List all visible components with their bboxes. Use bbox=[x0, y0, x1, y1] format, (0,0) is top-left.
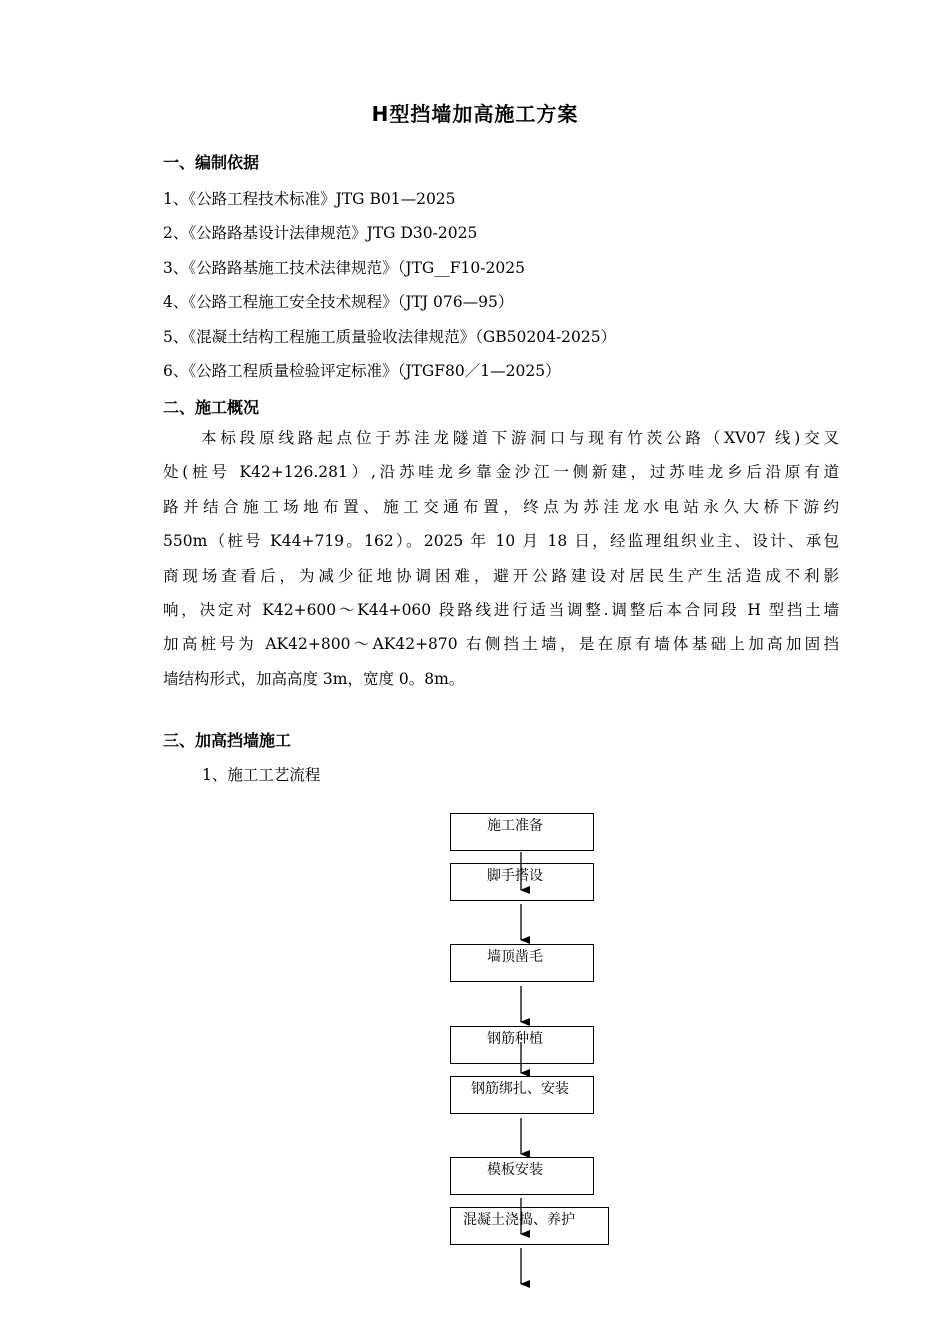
paragraph-line: 响，决定对 K42+600～K44+060 段路线进行适当调整.调整后本合同段 H 型挡土墙 bbox=[163, 600, 839, 619]
flow-step-rebar-binding: 钢筋绑扎、安装 bbox=[450, 1076, 594, 1114]
section-heading-overview: 二、施工概况 bbox=[163, 398, 260, 417]
flow-step-concrete-pouring: 混凝土浇捣、养护 bbox=[450, 1207, 609, 1245]
paragraph-line: 商现场查看后，为减少征地协调困难，避开公路建设对居民生产生活造成不利影 bbox=[163, 566, 839, 585]
flow-step-scaffolding: 脚手搭设 bbox=[450, 863, 594, 901]
paragraph-line: 本标段原线路起点位于苏洼龙隧道下游洞口与现有竹茨公路（XV07 线)交叉 bbox=[201, 429, 839, 447]
process-flow-subheading: 1、施工工艺流程 bbox=[202, 766, 321, 784]
paragraph-line: 加高桩号为 AK42+800～AK42+870 右侧挡土墙，是在原有墙体基础上加高加固挡 bbox=[163, 635, 839, 654]
reference-item: 2、《公路路基设计法律规范》JTG D30-2025 bbox=[163, 224, 478, 242]
paragraph-line: 处(桩号 K42+126.281）,沿苏哇龙乡靠金沙江一侧新建，过苏哇龙乡后沿原有道 bbox=[163, 463, 839, 482]
paragraph-line: 550m（桩号 K44+719。162）。2025 年 10 月 18 日，经监理组织业主、设计、承包 bbox=[163, 532, 839, 551]
flow-step-wall-top-roughening: 墙顶凿毛 bbox=[450, 944, 594, 982]
flow-step-rebar-planting: 钢筋种植 bbox=[450, 1026, 594, 1064]
document-title: H型挡墙加高施工方案 bbox=[371, 102, 579, 126]
reference-item: 6、《公路工程质量检验评定标准》（JTGF80／1—2025） bbox=[163, 362, 561, 380]
flow-step-formwork: 模板安装 bbox=[450, 1157, 594, 1195]
section-heading-basis: 一、编制依据 bbox=[163, 153, 260, 172]
paragraph-line: 墙结构形式，加高高度 3m，宽度 0。8m。 bbox=[163, 669, 465, 688]
reference-item: 1、《公路工程技术标准》JTG B01—2025 bbox=[163, 190, 456, 208]
paragraph-line: 路并结合施工场地布置、施工交通布置，终点为苏洼龙水电站永久大桥下游约 bbox=[163, 497, 839, 516]
reference-item: 3、《公路路基施工技术法律规范》（JTG__F10-2025 bbox=[163, 259, 525, 277]
reference-item: 5、《混凝土结构工程施工质量验收法律规范》（GB50204-2025） bbox=[163, 328, 617, 346]
reference-item: 4、《公路工程施工安全技术规程》（JTJ 076—95） bbox=[163, 293, 514, 311]
flow-step-preparation: 施工准备 bbox=[450, 813, 594, 851]
section-heading-construction: 三、加高挡墙施工 bbox=[163, 731, 292, 750]
